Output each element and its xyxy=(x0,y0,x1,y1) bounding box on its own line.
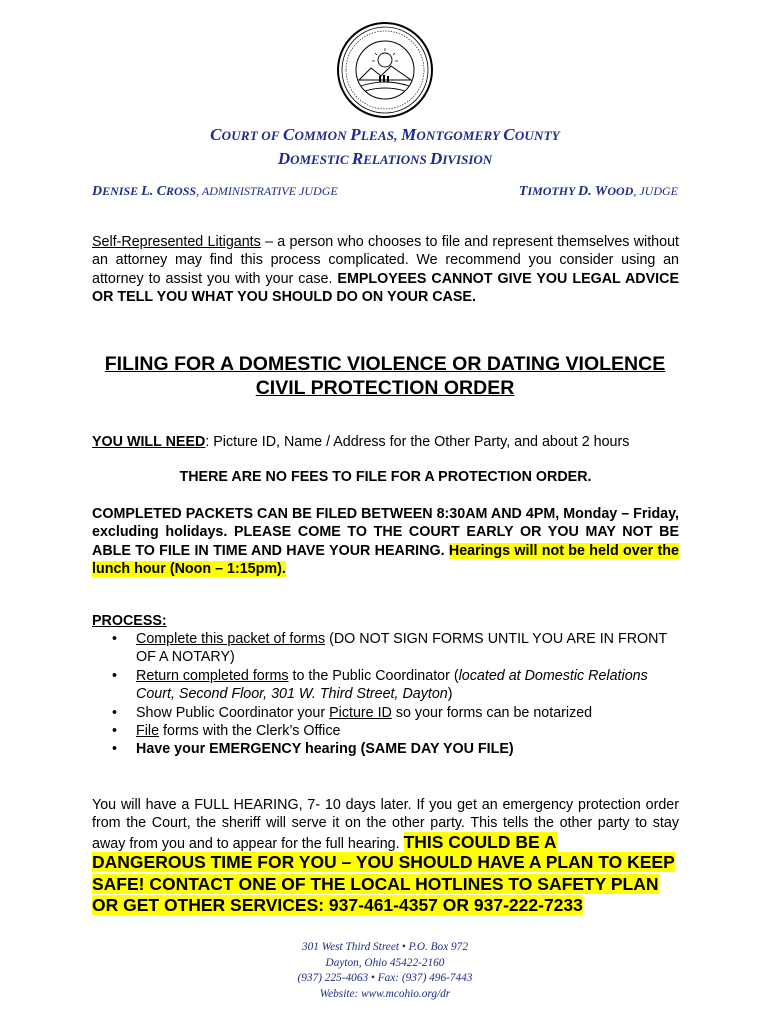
list-item: • Show Public Coordinator your Picture ID so your forms can be notarized xyxy=(112,704,593,721)
list-item: • Return completed forms to the Public Coordinator (located at Domestic Relations Court, Second Floor, 301 W. Third Street, Dayton) xyxy=(112,667,648,703)
court-name: COURT OF COMMON PLEAS, MONTGOMERY COUNTY xyxy=(210,125,560,144)
full-hearing-paragraph: You will have a FULL HEARING, 7- 10 days later. If you get an emergency protection order from the Court, the sheriff will serve it on the other party. This tells the other party to stay away from you and to appear for the full hearing. THIS COULD BE A xyxy=(92,797,679,852)
you-will-need: YOU WILL NEED: Picture ID, Name / Address for the Other Party, and about 2 hours xyxy=(92,434,630,450)
document-title: FILING FOR A DOMESTIC VIOLENCE OR DATING VIOLENCE CIVIL PROTECTION ORDER xyxy=(104,353,666,399)
list-item: • Complete this packet of forms (DO NOT SIGN FORMS UNTIL YOU ARE IN FRONT OF A NOTARY) xyxy=(112,631,667,666)
judge: TIMOTHY D. WOOD, JUDGE xyxy=(518,184,678,199)
list-item: • File forms with the Clerk’s Office xyxy=(112,723,341,740)
process-heading: PROCESS: xyxy=(92,613,167,629)
danger-warning: DANGEROUS TIME FOR YOU – YOU SHOULD HAVE A PLAN TO KEEP SAFE! CONTACT ONE OF THE LOCAL HOTLINES TO SAFETY PLAN OR GET OTHER SERVICES: 937-461-4357 OR 937-222-7233 xyxy=(92,852,675,915)
footer-address: 301 West Third Street • P.O. Box 972 Dayton, Ohio 45422-2160 (937) 225-4063 • Fax: (937) 496-7443 Website: www.mcohio.org/dr xyxy=(0,940,770,1002)
intro-label: Self-Represented Litigants xyxy=(92,234,261,250)
filing-hours-notice: COMPLETED PACKETS CAN BE FILED BETWEEN 8:30AM AND 4PM, Monday – Friday, excluding holidays. PLEASE COME TO THE COURT EARLY OR YOU MAY NOT BE ABLE TO FILE IN TIME AND HAVE YOUR HEARING. Hearings will not be held over the lunch hour (Noon – 1:15pm). xyxy=(92,506,679,578)
lunch-hour-highlight: Hearings will not be held over the lunch hour (Noon – 1:15pm). xyxy=(92,542,679,578)
no-fees-notice: THERE ARE NO FEES TO FILE FOR A PROTECTION ORDER. xyxy=(179,469,592,485)
intro-paragraph: Self-Represented Litigants – a person who chooses to file and represent themselves without an attorney may find this process complicated. We recommend you consider using an attorney to assist you with your case. EMPLOYEES CANNOT GIVE YOU LEGAL ADVICE OR TELL YOU WHAT YOU SHOULD DO ON YOUR CASE. xyxy=(92,234,679,306)
website-link[interactable]: Website: www.mcohio.org/dr xyxy=(319,987,451,1000)
administrative-judge: DENISE L. CROSS, ADMINISTRATIVE JUDGE xyxy=(92,184,338,199)
list-item: • Have your EMERGENCY hearing (SAME DAY YOU FILE) xyxy=(112,741,514,758)
danger-warning-start: THIS COULD BE A xyxy=(403,831,557,852)
division-name: DOMESTIC RELATIONS DIVISION xyxy=(277,149,493,168)
process-list xyxy=(92,630,682,759)
court-seal-icon xyxy=(335,20,435,120)
